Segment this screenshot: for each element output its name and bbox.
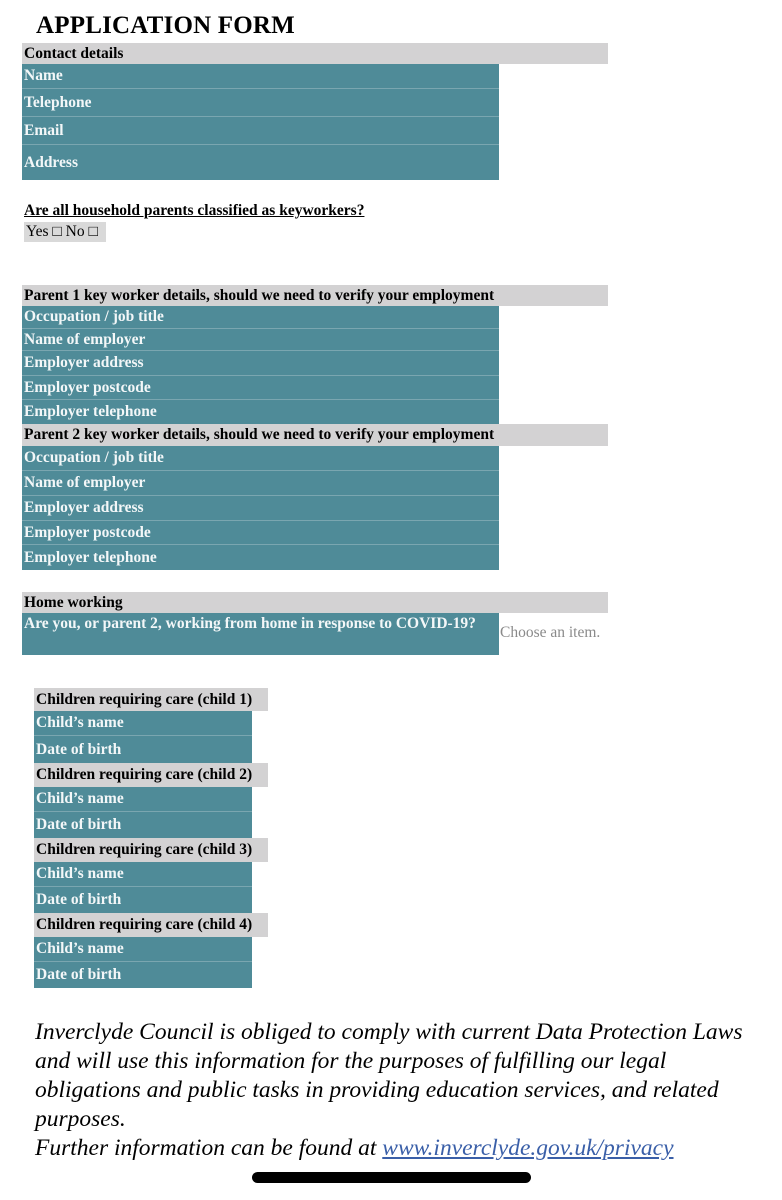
privacy-link[interactable]: www.inverclyde.gov.uk/privacy	[382, 1135, 674, 1161]
parent2-employer-postcode-field[interactable]: Employer postcode	[22, 521, 499, 545]
parent2-header: Parent 2 key worker details, should we need to verify your employment	[22, 424, 608, 446]
contact-telephone-field[interactable]: Telephone	[22, 89, 499, 117]
parent1-employer-telephone-field[interactable]: Employer telephone	[22, 400, 499, 424]
home-indicator[interactable]	[252, 1172, 531, 1183]
child4-name-field[interactable]: Child’s name	[34, 937, 252, 962]
parent2-employer-name-field[interactable]: Name of employer	[22, 471, 499, 496]
keyworker-question: Are all household parents classified as keyworkers?	[24, 202, 365, 219]
parent1-occupation-field[interactable]: Occupation / job title	[22, 306, 499, 329]
home-working-dropdown[interactable]: Choose an item.	[500, 624, 601, 641]
privacy-text: Inverclyde Council is obliged to comply with current Data Protection Laws and will use this information for the purposes of fulfilling our legal obligations and public tasks in providing education services, and related purposes.	[35, 1019, 743, 1132]
child1-name-field[interactable]: Child’s name	[34, 711, 252, 736]
home-working-question: Are you, or parent 2, working from home in response to COVID-19?	[22, 613, 499, 655]
child2-header: Children requiring care (child 2)	[34, 763, 268, 787]
child2-name-field[interactable]: Child’s name	[34, 787, 252, 812]
form-title: APPLICATION FORM	[36, 12, 295, 39]
home-working-header: Home working	[22, 592, 608, 613]
parent1-header: Parent 1 key worker details, should we need to verify your employment	[22, 285, 608, 306]
keyworker-yes-no-checkboxes[interactable]: Yes □ No □	[24, 222, 106, 242]
contact-details-header: Contact details	[22, 43, 608, 64]
parent2-employer-address-field[interactable]: Employer address	[22, 496, 499, 521]
child4-header: Children requiring care (child 4)	[34, 913, 268, 937]
parent2-employer-telephone-field[interactable]: Employer telephone	[22, 545, 499, 570]
parent1-employer-address-field[interactable]: Employer address	[22, 351, 499, 376]
privacy-further-text: Further information can be found at	[35, 1135, 383, 1161]
child1-dob-field[interactable]: Date of birth	[34, 736, 252, 763]
parent2-occupation-field[interactable]: Occupation / job title	[22, 446, 499, 471]
contact-address-field[interactable]: Address	[22, 145, 499, 180]
contact-email-field[interactable]: Email	[22, 117, 499, 145]
child2-dob-field[interactable]: Date of birth	[34, 812, 252, 838]
contact-name-field[interactable]: Name	[22, 64, 499, 89]
child4-dob-field[interactable]: Date of birth	[34, 962, 252, 988]
parent1-employer-name-field[interactable]: Name of employer	[22, 329, 499, 351]
privacy-notice	[35, 1018, 755, 1163]
child3-dob-field[interactable]: Date of birth	[34, 887, 252, 913]
child3-name-field[interactable]: Child’s name	[34, 862, 252, 887]
child1-header: Children requiring care (child 1)	[34, 688, 268, 711]
parent1-employer-postcode-field[interactable]: Employer postcode	[22, 376, 499, 400]
child3-header: Children requiring care (child 3)	[34, 838, 268, 862]
